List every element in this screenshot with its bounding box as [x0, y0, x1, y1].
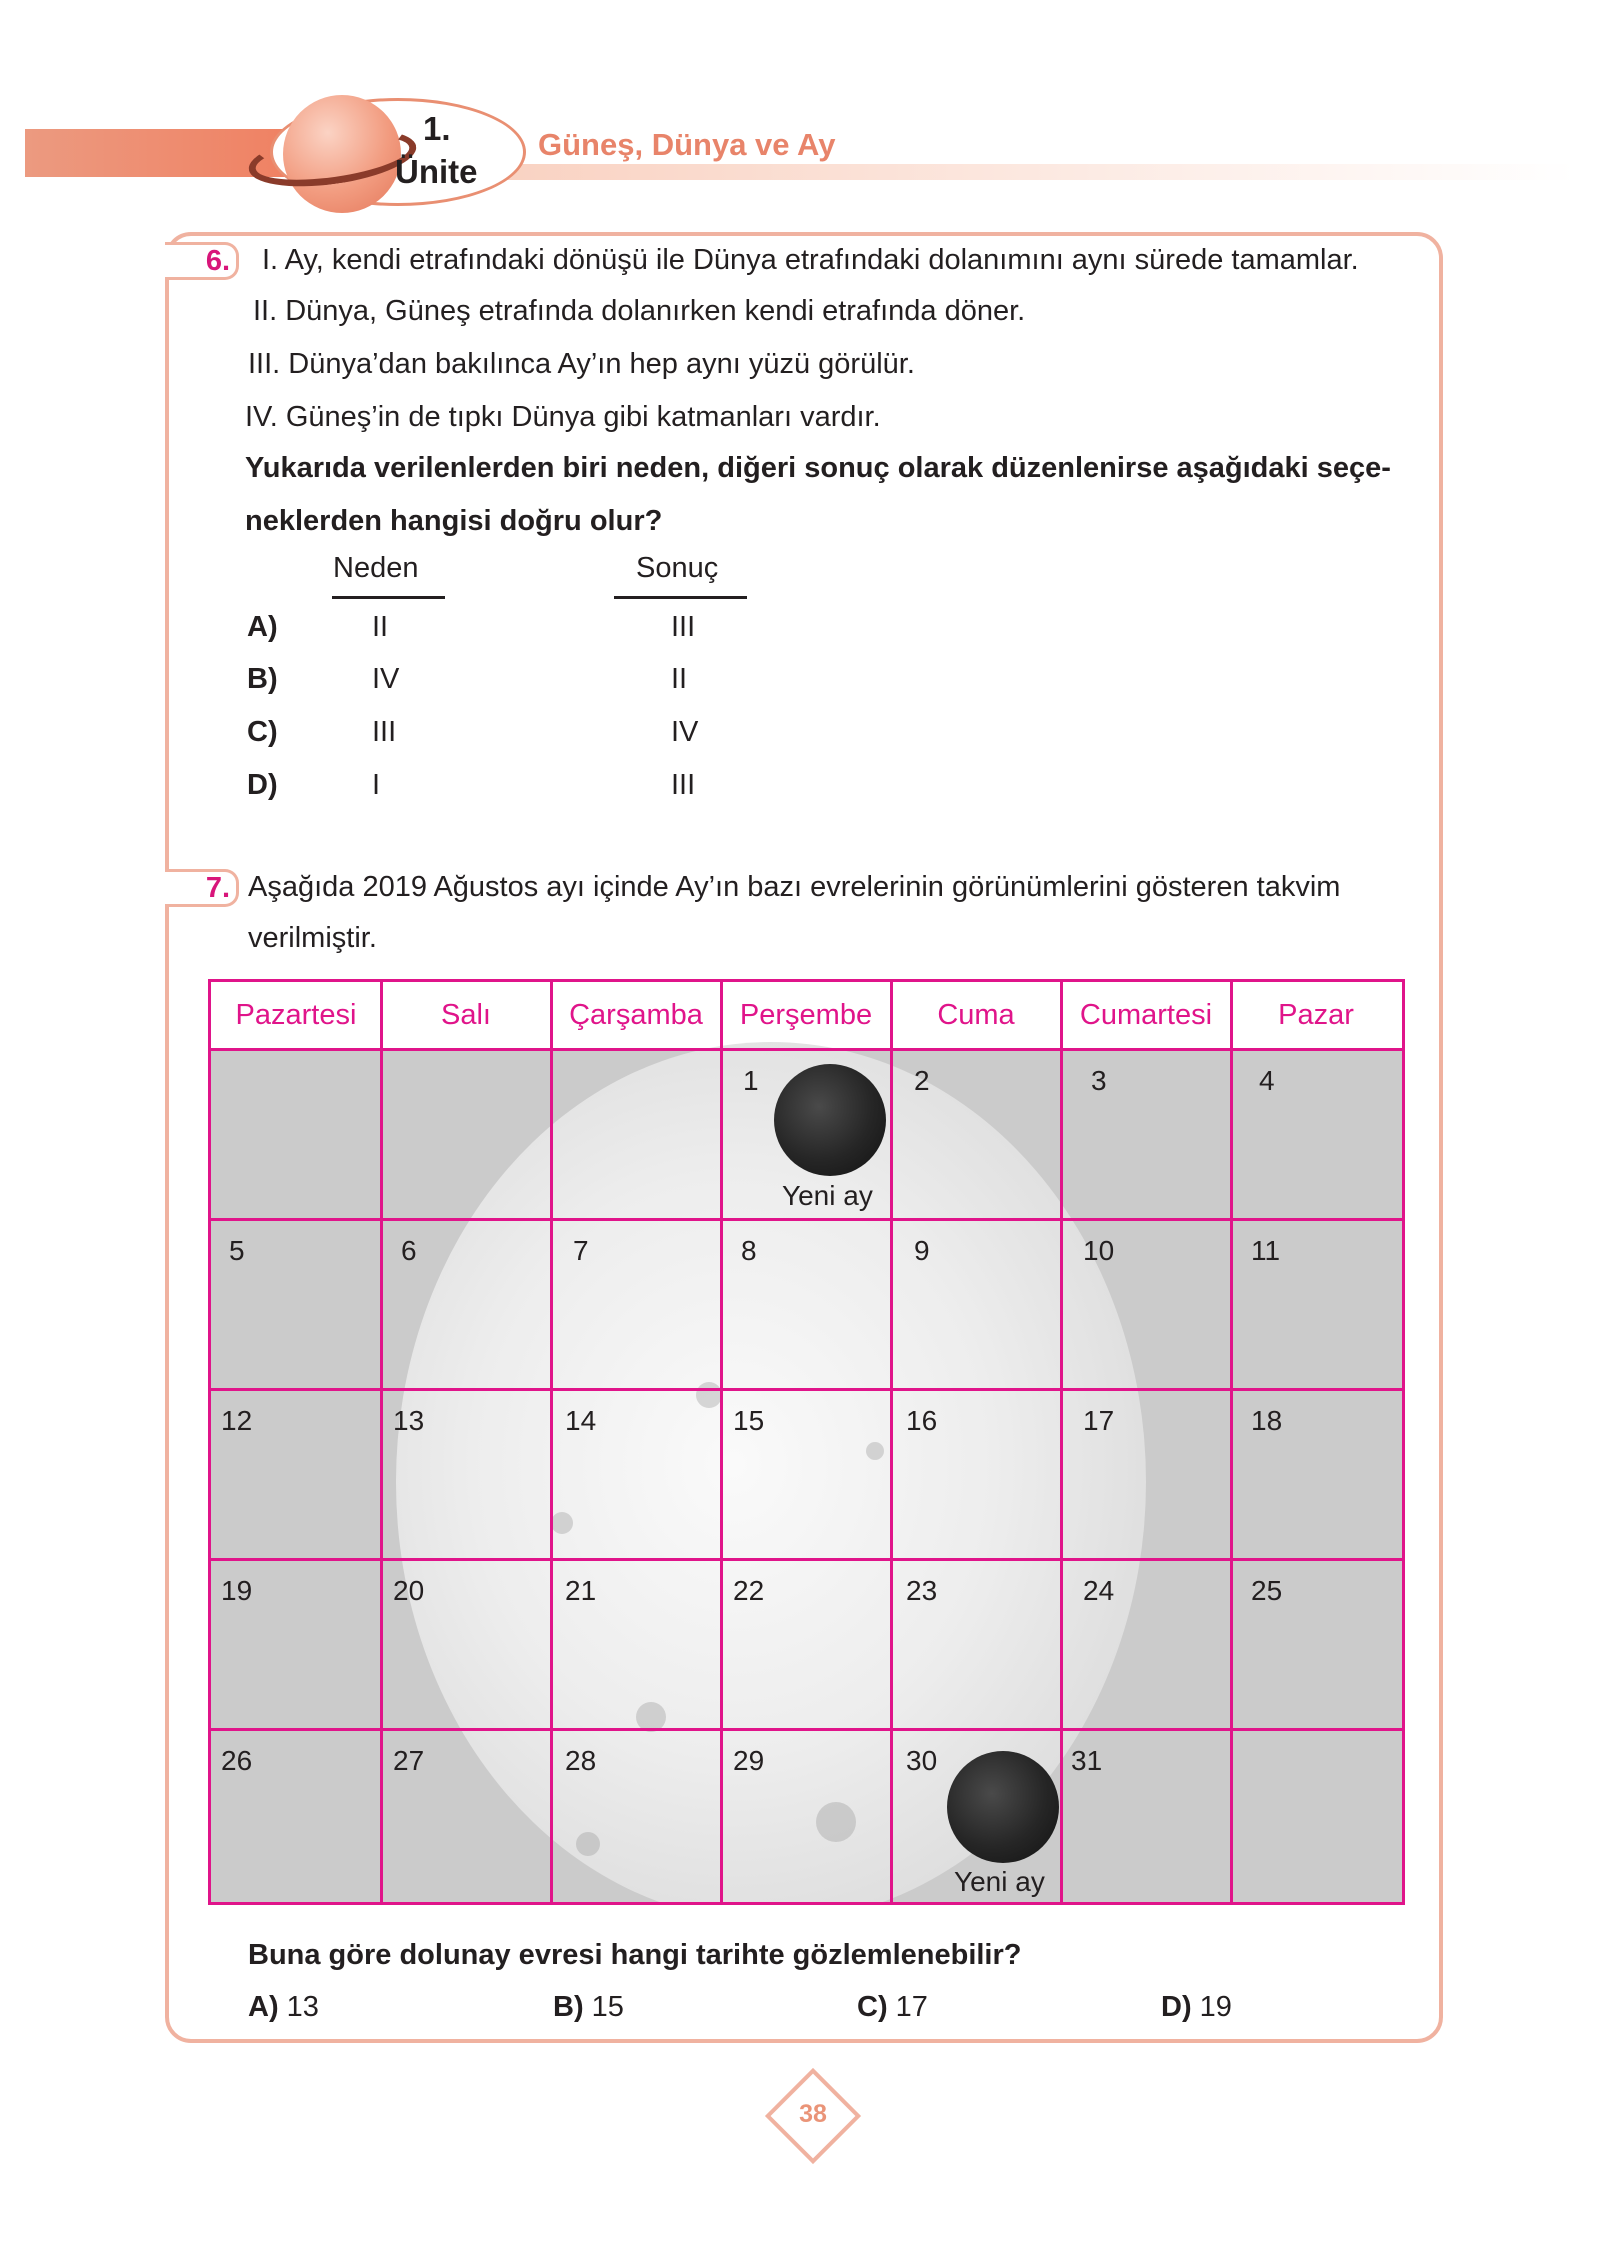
calendar	[208, 979, 1405, 1905]
date-cell: 2	[914, 1065, 930, 1096]
date-cell: 4	[1259, 1065, 1275, 1096]
date-cell: 21	[565, 1575, 597, 1606]
option-d-cause: I	[372, 769, 381, 801]
column-header-cause: Neden	[333, 552, 419, 584]
statement-1: I. Ay, kendi etrafındaki dönüşü ile Dünya etrafındaki dolanımını aynı sürede tamamlar.	[262, 244, 1359, 276]
option-d-label[interactable]: D)	[247, 769, 278, 801]
option-b-label[interactable]: B)	[247, 663, 278, 695]
date-cell: 5	[229, 1235, 245, 1266]
date-cell: 22	[733, 1575, 765, 1606]
option-c-result: IV	[671, 716, 699, 748]
unit-label: Ünite	[395, 153, 478, 190]
date-cell: 24	[1083, 1575, 1115, 1606]
option-a-cause: II	[372, 611, 389, 643]
date-cell: 1	[743, 1065, 759, 1096]
date-cell: 23	[906, 1575, 938, 1606]
grid-line	[211, 1728, 1402, 1731]
grid-line	[211, 1218, 1402, 1221]
grid-line	[1230, 982, 1233, 1902]
cause-underline	[332, 596, 445, 599]
date-cell: 3	[1091, 1065, 1107, 1096]
day-header-saturday: Cumartesi	[1079, 999, 1213, 1031]
date-cell: 6	[401, 1235, 417, 1266]
day-header-wednesday: Çarşamba	[569, 999, 703, 1031]
new-moon-image	[774, 1064, 886, 1176]
grid-line	[720, 982, 723, 1902]
statement-2: II. Dünya, Güneş etrafında dolanırken kendi etrafında döner.	[253, 295, 1026, 327]
q7-option-a[interactable]	[248, 1991, 319, 2024]
statement-4: IV. Güneş’in de tıpkı Dünya gibi katmanları vardır.	[245, 401, 881, 433]
q7-option-c-label: C)	[857, 1991, 888, 2023]
new-moon-label: Yeni ay	[782, 1180, 873, 1211]
page-title: Güneş, Dünya ve Ay	[538, 127, 836, 162]
column-header-result: Sonuç	[636, 552, 719, 584]
day-header-thursday: Perşembe	[739, 999, 873, 1031]
date-cell: 13	[393, 1405, 425, 1436]
date-cell: 18	[1251, 1405, 1283, 1436]
grid-line	[1060, 982, 1063, 1902]
question-7-intro-line-1: Aşağıda 2019 Ağustos ayı içinde Ay’ın bazı evrelerinin görünümlerini gösteren takvim	[248, 871, 1341, 903]
date-cell: 12	[221, 1405, 253, 1436]
date-cell: 17	[1083, 1405, 1115, 1436]
day-header-sunday: Pazar	[1278, 999, 1354, 1031]
date-cell: 19	[221, 1575, 253, 1606]
q7-option-d-value: 19	[1199, 1991, 1232, 2023]
question-6-prompt-line-2: neklerden hangisi doğru olur?	[245, 505, 663, 537]
date-cell: 15	[733, 1405, 765, 1436]
q7-option-a-value: 13	[286, 1991, 319, 2023]
new-moon-image	[947, 1751, 1059, 1863]
grid-line	[550, 982, 553, 1902]
date-cell: 11	[1251, 1235, 1281, 1266]
q7-option-a-label: A)	[248, 1991, 279, 2023]
option-b-result: II	[671, 663, 688, 695]
unit-number: 1.	[423, 110, 451, 147]
q7-option-b[interactable]	[553, 1991, 624, 2024]
question-7-intro-line-2: verilmiştir.	[248, 922, 377, 954]
header-bar-right	[500, 164, 1575, 180]
option-a-label[interactable]: A)	[247, 611, 278, 643]
day-header-monday: Pazartesi	[235, 999, 357, 1031]
q7-option-d-label: D)	[1161, 1991, 1192, 2023]
grid-line	[380, 982, 383, 1902]
option-a-result: III	[671, 611, 696, 643]
question-7-prompt: Buna göre dolunay evresi hangi tarihte gözlemlenebilir?	[248, 1939, 1022, 1971]
q7-option-c-value: 17	[895, 1991, 928, 2023]
date-cell: 7	[573, 1235, 589, 1266]
date-cell: 10	[1083, 1235, 1115, 1266]
page-number: 38	[799, 2100, 827, 2128]
date-cell: 28	[565, 1745, 597, 1776]
day-header-tuesday: Salı	[441, 999, 491, 1031]
question-6-number: 6.	[165, 242, 239, 280]
date-cell: 14	[565, 1405, 597, 1436]
grid-line	[211, 1388, 1402, 1391]
grid-line	[211, 1048, 1402, 1051]
option-b-cause: IV	[372, 663, 400, 695]
date-cell: 30	[906, 1745, 938, 1776]
date-cell: 8	[741, 1235, 757, 1266]
question-6-prompt-line-1: Yukarıda verilenlerden biri neden, diğeri sonuç olarak düzenlenirse aşağıdaki seçe-	[245, 452, 1391, 484]
date-cell: 29	[733, 1745, 765, 1776]
option-d-result: III	[671, 769, 696, 801]
question-7-number: 7.	[165, 869, 239, 907]
option-c-label[interactable]: C)	[247, 716, 278, 748]
date-cell: 20	[393, 1575, 425, 1606]
q7-option-b-label: B)	[553, 1991, 584, 2023]
q7-option-c[interactable]	[857, 1991, 928, 2024]
date-cell: 9	[914, 1235, 930, 1266]
date-cell: 31	[1071, 1745, 1103, 1776]
q7-option-d[interactable]	[1161, 1991, 1232, 2024]
date-cell: 25	[1251, 1575, 1283, 1606]
grid-line	[211, 1558, 1402, 1561]
date-cell: 26	[221, 1745, 253, 1776]
option-c-cause: III	[372, 716, 397, 748]
result-underline	[614, 596, 747, 599]
date-cell: 27	[393, 1745, 425, 1776]
new-moon-label: Yeni ay	[954, 1866, 1045, 1897]
day-header-friday: Cuma	[937, 999, 1015, 1031]
date-cell: 16	[906, 1405, 938, 1436]
grid-line	[890, 982, 893, 1902]
q7-option-b-value: 15	[591, 1991, 624, 2023]
statement-3: III. Dünya’dan bakılınca Ay’ın hep aynı yüzü görülür.	[248, 348, 915, 380]
